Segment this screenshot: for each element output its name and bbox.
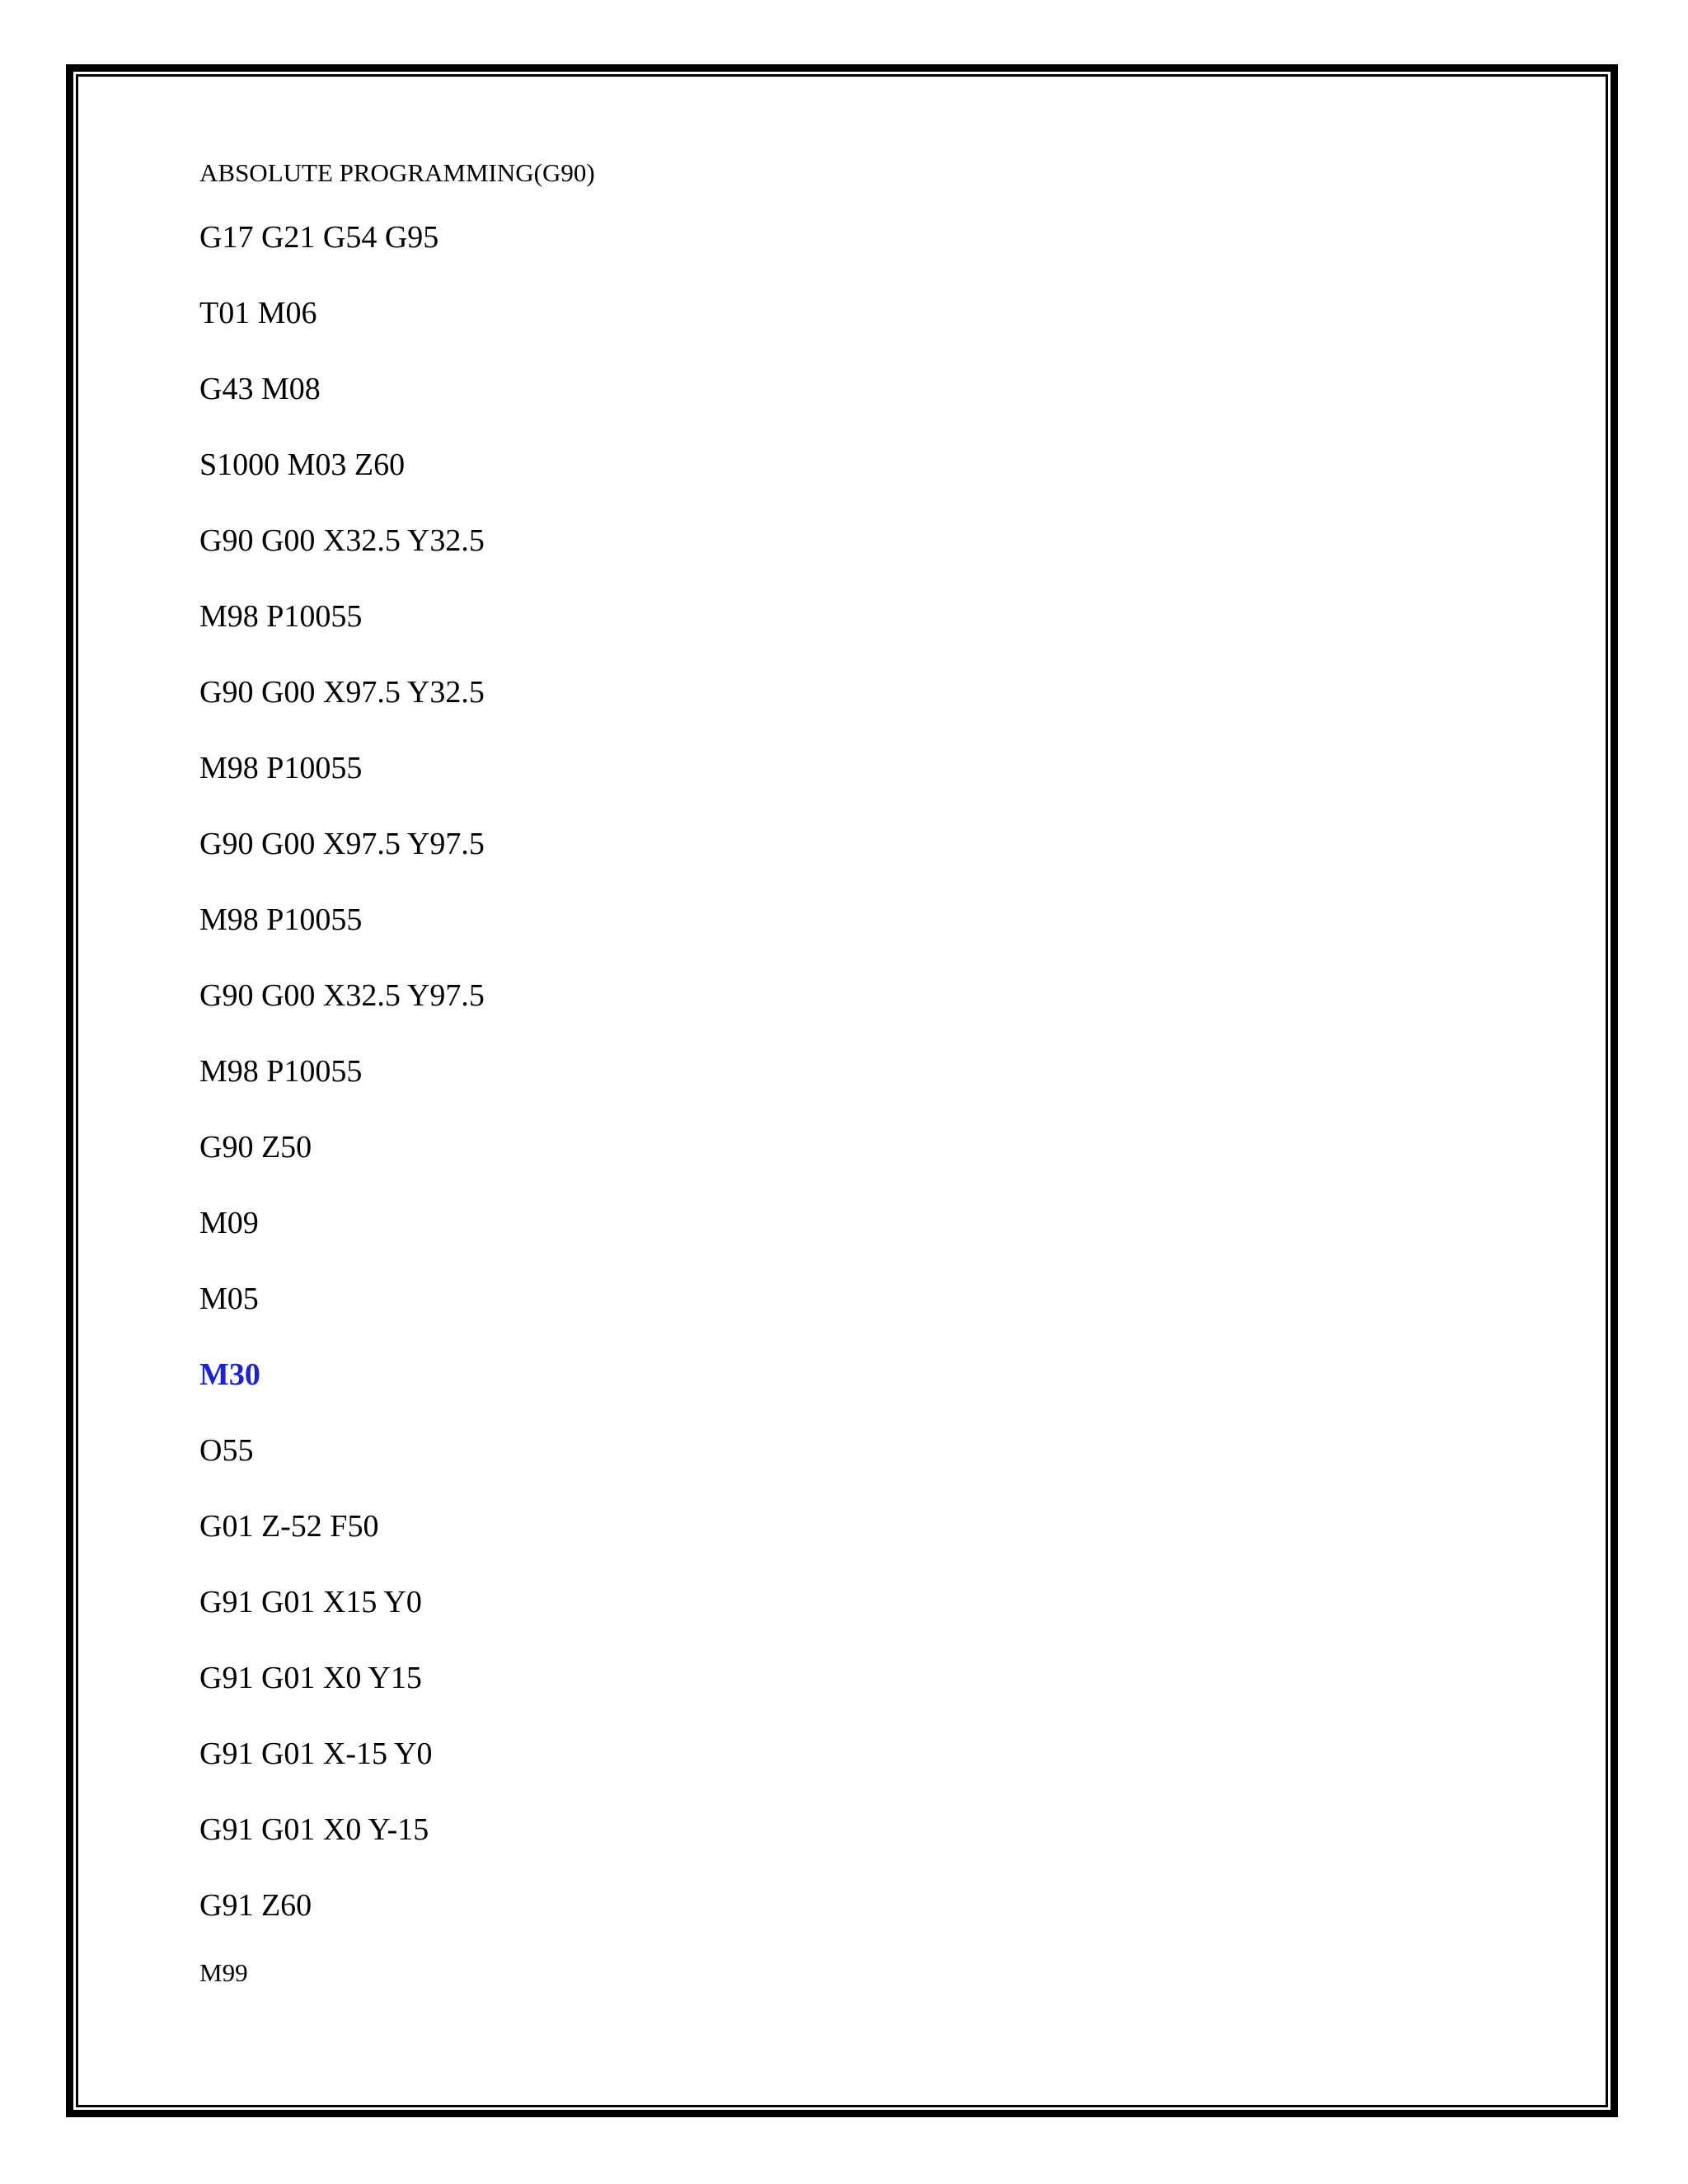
- code-line: M98 P10055: [199, 751, 363, 785]
- code-line: M05: [199, 1282, 259, 1316]
- code-line: M98 P10055: [199, 599, 363, 634]
- code-line: G90 G00 X32.5 Y97.5: [199, 978, 485, 1013]
- code-line: G91 G01 X-15 Y0: [199, 1736, 433, 1771]
- code-line: G91 G01 X0 Y15: [199, 1661, 422, 1695]
- code-line: S1000 M03 Z60: [199, 448, 406, 482]
- code-line: G90 G00 X97.5 Y32.5: [199, 675, 485, 710]
- code-line: G91 G01 X0 Y-15: [199, 1812, 429, 1847]
- code-line: G17 G21 G54 G95: [199, 220, 439, 255]
- code-line: G43 M08: [199, 372, 321, 406]
- program-heading: ABSOLUTE PROGRAMMING(G90): [199, 158, 595, 187]
- document-content: [199, 157, 1518, 2015]
- code-lines: [199, 218, 1518, 1925]
- code-line: T01 M06: [199, 296, 317, 330]
- code-line: G90 G00 X32.5 Y32.5: [199, 523, 485, 558]
- code-line: O55: [199, 1433, 254, 1468]
- code-line: G90 Z50: [199, 1130, 312, 1165]
- code-line: G90 G00 X97.5 Y97.5: [199, 827, 485, 861]
- code-line: G01 Z-52 F50: [199, 1509, 379, 1544]
- code-line: M09: [199, 1206, 259, 1240]
- code-line: G91 G01 X15 Y0: [199, 1585, 422, 1619]
- code-line: M98 P10055: [199, 902, 363, 937]
- code-line: G91 Z60: [199, 1888, 312, 1923]
- code-line: M98 P10055: [199, 1054, 363, 1089]
- code-line-final: M99: [199, 1958, 248, 1987]
- code-line-highlighted: M30: [199, 1357, 260, 1392]
